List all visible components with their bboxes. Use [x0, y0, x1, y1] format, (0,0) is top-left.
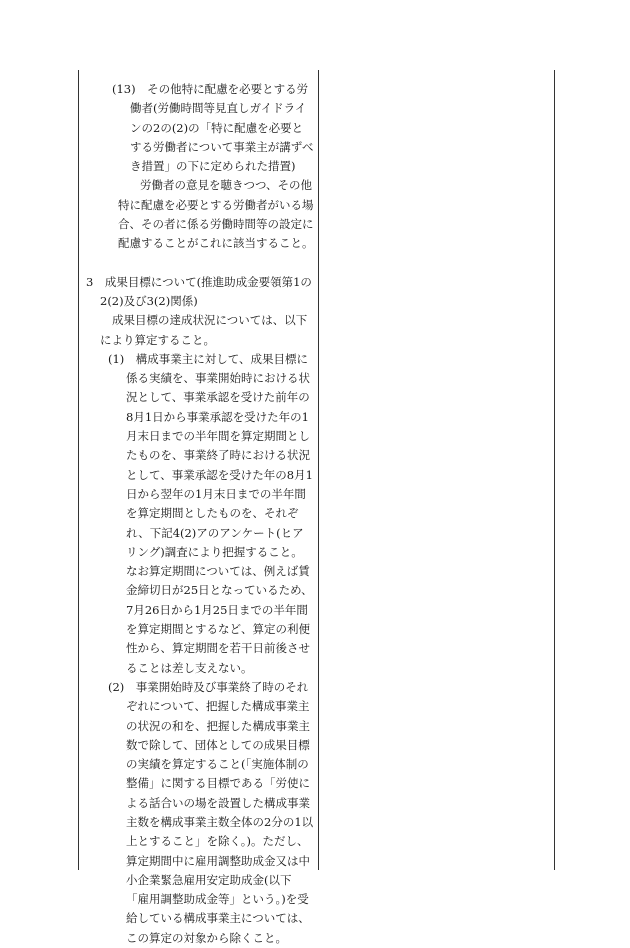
table-border-middle: [318, 70, 319, 870]
section-3-heading: 3 成果目標について(推進助成金要領第1の2(2)及び3(2)関係): [86, 274, 312, 308]
item-13-heading: (13) その他特に配慮を必要とする労働者(労働時間等見直しガイドラインの2の(2)の「特に配慮を必要とする労働者について事業主が講ずべき措置」の下に定められた措置): [112, 82, 314, 174]
section-3-item-1: (1) 構成事業主に対して、成果目標に係る実績を、事業開始時における状況として、事業承認を受けた前年の8月1日から事業承認を受けた年の1月末日までの半年間を算定期間としたものを、事業終了時における状況として、事業承認を受けた年の8月1日から翌年の1月末日までの半年間を算定期間としたものを、それぞれ、下記4(2)アのアンケート(ヒアリング)調査により把握すること。なお算定期間については、例えば賃金締切日が25日となっているため、7月26日から1月25日までの半年間を算定期間とするなど、算定の利便性から、算定期間を若干日前後させることは差し支えない。: [108, 351, 313, 675]
table-border-right: [554, 70, 555, 870]
section-3-intro: 成果目標の達成状況については、以下により算定すること。: [100, 313, 308, 347]
item-13-body: 労働者の意見を聴きつつ、その他特に配慮を必要とする労働者がいる場合、その者に係る労働時間等の設定に配慮することがこれに該当すること。: [118, 178, 314, 251]
left-column: [86, 80, 314, 948]
section-3-item-2: (2) 事業開始時及び事業終了時のそれぞれについて、把握した構成事業主の状況の和を、把握した構成事業主数で除して、団体としての成果目標の実績を算定すること(「実施体制の整備」に関する目標である「労使による話合いの場を設置した構成事業主数を構成事業主数全体の2分の1以上とすること」を除く。)。ただし、算定期間中に雇用調整助成金又は中小企業緊急雇用安定助成金(以下「雇用調整助成金等」という。)を受給している構成事業主については、この算定の対象から除くこと。: [108, 679, 314, 945]
table-border-left: [78, 70, 79, 870]
